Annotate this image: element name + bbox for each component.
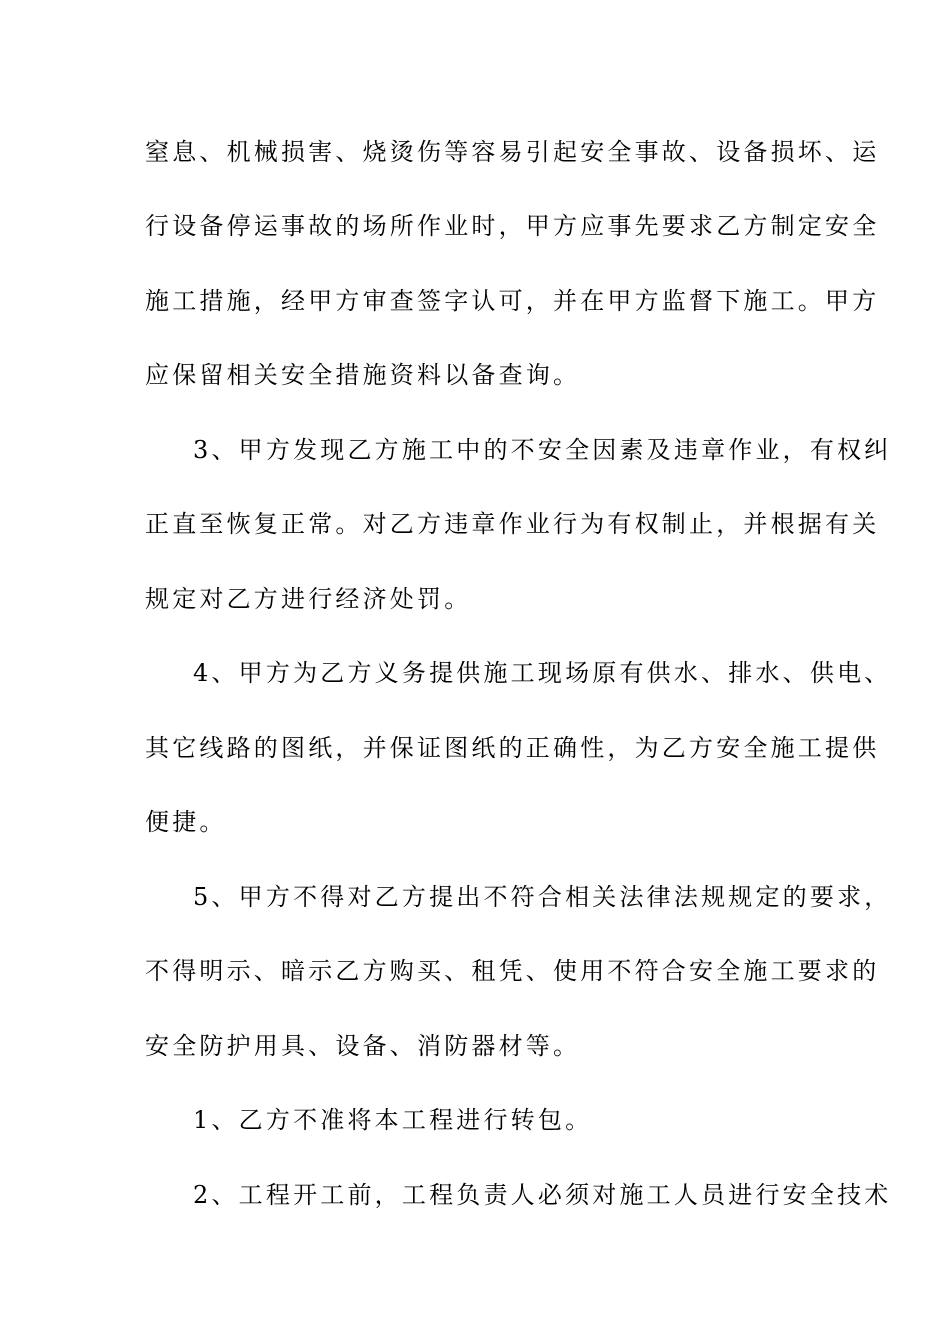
paragraph-5-line: 5、甲方不得对乙方提出不符合相关法律法规规定的要求，: [193, 883, 892, 911]
text-line: 安全防护用具、设备、消防器材等。: [145, 1032, 581, 1060]
text-line: 不得明示、暗示乙方购买、租凭、使用不符合安全施工要求的: [145, 957, 880, 985]
paragraph-1-line: 1、乙方不准将本工程进行转包。: [193, 1106, 593, 1134]
text-line: 正直至恢复正常。对乙方违章作业行为有权制止，并根据有关: [145, 510, 880, 538]
text-line: 应保留相关安全措施资料以备查询。: [145, 361, 581, 389]
text-line: 便捷。: [145, 808, 227, 836]
text-line: 规定对乙方进行经济处罚。: [145, 585, 472, 613]
paragraph-4-line: 4、甲方为乙方义务提供施工现场原有供水、排水、供电、: [193, 659, 892, 687]
text-line: 窒息、机械损害、烧烫伤等容易引起安全事故、设备损坏、运: [145, 138, 880, 166]
paragraph-3-line: 3、甲方发现乙方施工中的不安全因素及违章作业，有权纠: [193, 436, 892, 464]
text-line: 其它线路的图纸，并保证图纸的正确性，为乙方安全施工提供: [145, 734, 880, 762]
text-line: 行设备停运事故的场所作业时，甲方应事先要求乙方制定安全: [145, 212, 880, 240]
text-line: 施工措施，经甲方审查签字认可，并在甲方监督下施工。甲方: [145, 287, 880, 315]
paragraph-2-line: 2、工程开工前，工程负责人必须对施工人员进行安全技术: [193, 1181, 892, 1209]
